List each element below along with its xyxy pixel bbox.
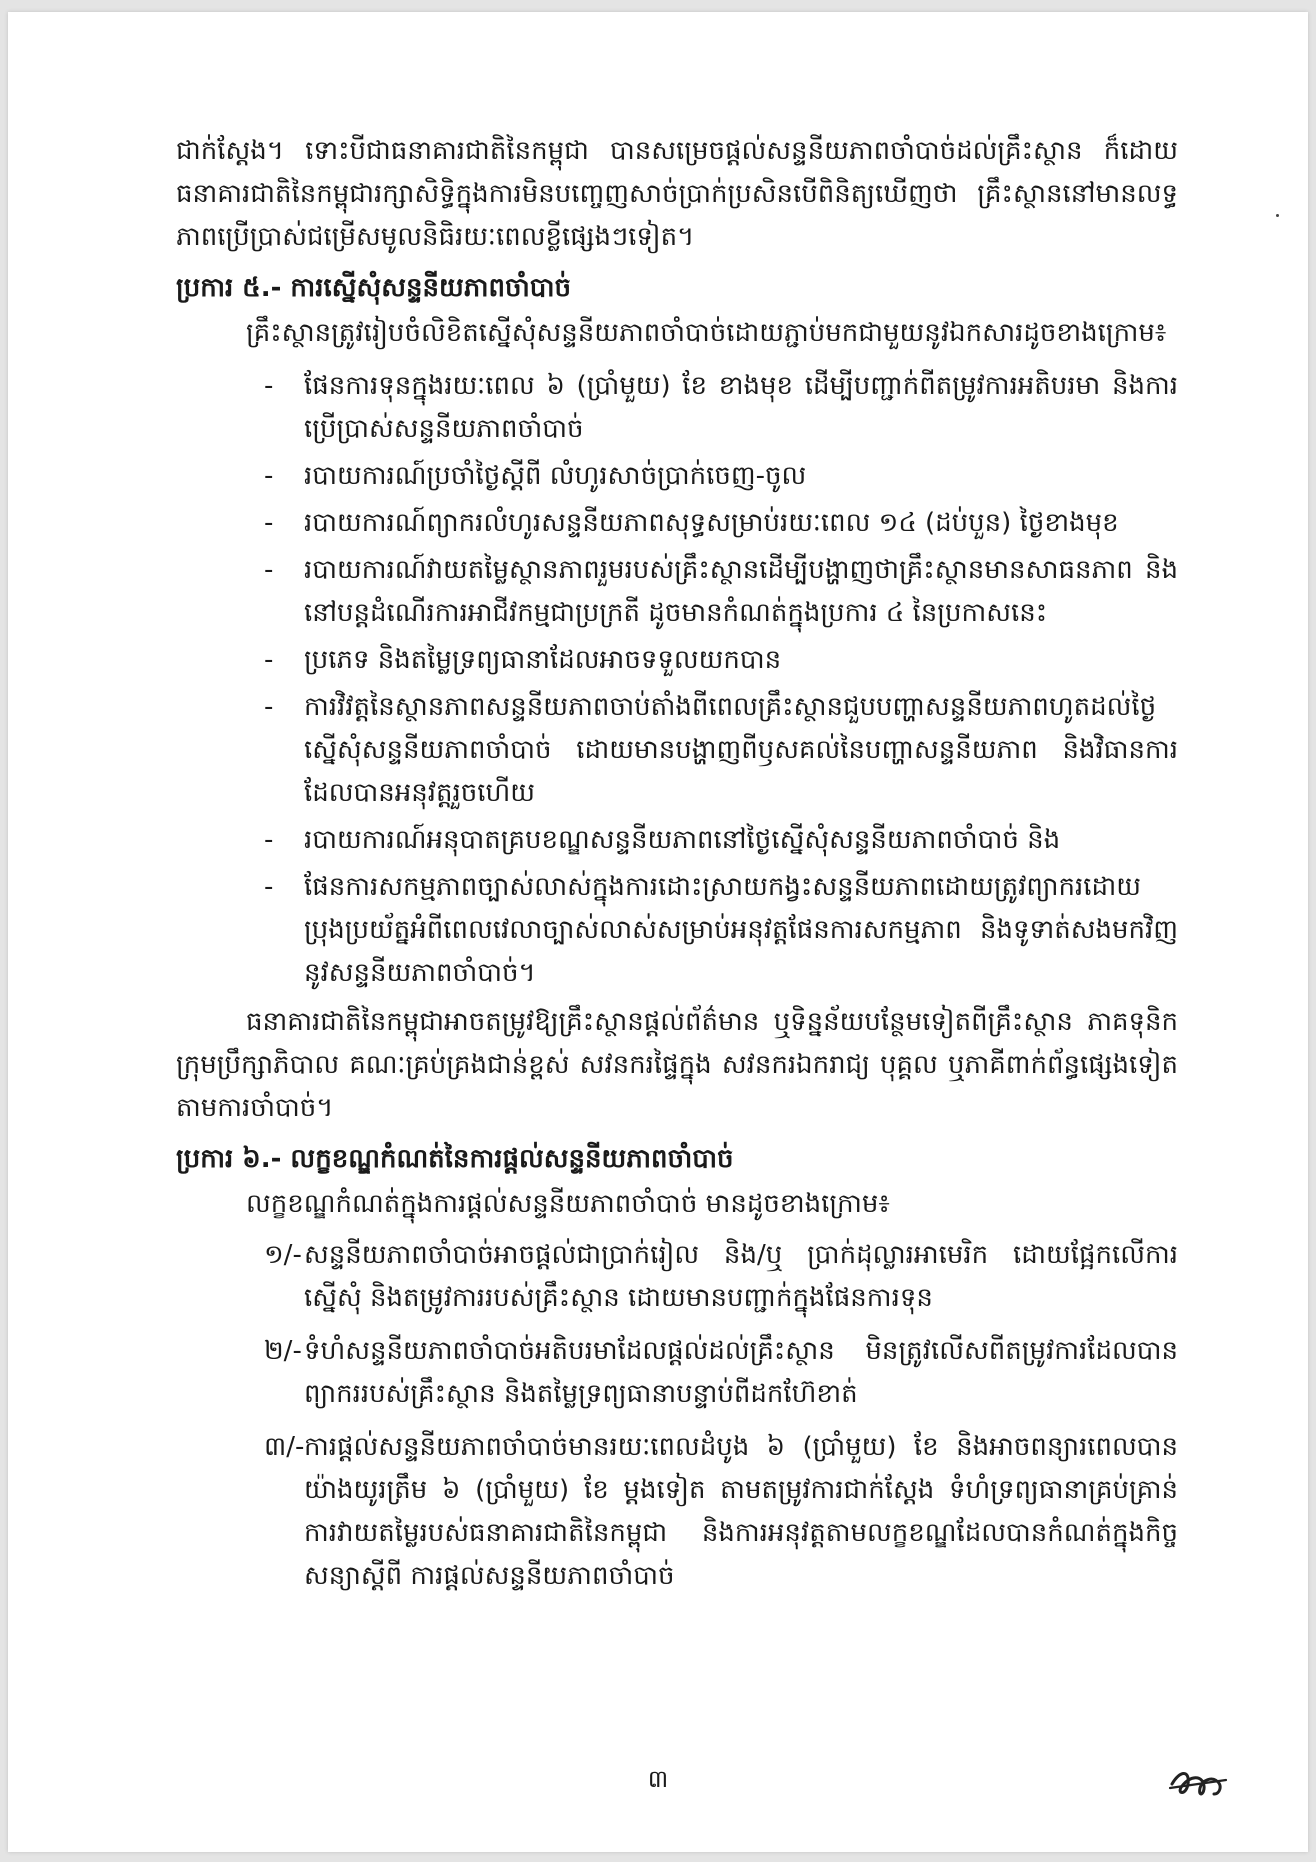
list-item <box>176 1330 1178 1416</box>
article-5-heading: ប្រការ ៥.- ការស្នើសុំសន្ទនីយភាពចាំបាច់ <box>176 273 572 303</box>
list-item-text: របាយការណ៍អនុបាតគ្របខណ្ឌសន្ទនីយភាពនៅថ្ងៃស្នើសុំសន្ទនីយភាពចាំបាច់ និង <box>304 825 1061 855</box>
dash-bullet: - <box>264 508 274 538</box>
list-item-text: ប្រភេទ និងតម្លៃទ្រព្យធានាដែលអាចទទួលយកបាន <box>304 645 782 675</box>
item-number: ៣/- <box>264 1432 305 1462</box>
item-number: ២/- <box>264 1336 302 1366</box>
dash-bullet: - <box>264 645 274 675</box>
dash-bullet: - <box>264 872 274 902</box>
list-item-text: សន្ទនីយភាពចាំបាច់អាចផ្តល់ជាប្រាក់រៀល និង/ឬ ប្រាក់ដុល្លារអាមេរិក ដោយផ្អែកលើការស្នើសុំ និងតម្រូវការរបស់គ្រឹះស្ថាន ដោយមានបញ្ជាក់ក្នុងផែនការទុន <box>304 1240 1178 1313</box>
dash-bullet: - <box>264 461 274 491</box>
dash-bullet: - <box>264 371 274 401</box>
list-item-text: ផែនការសកម្មភាពច្បាស់លាស់ក្នុងការដោះស្រាយកង្វះសន្ទនីយភាពដោយត្រូវព្យាករដោយប្រុងប្រយ័ត្នអំពីពេលវេលាច្បាស់លាស់សម្រាប់អនុវត្តផែនការសកម្មភាព និងទូទាត់សងមកវិញនូវសន្ទនីយភាពចាំបាច់។ <box>304 872 1178 988</box>
page-number: ៣ <box>647 1765 669 1793</box>
intro-paragraph: ជាក់ស្តែង។ ទោះបីជាធនាគារជាតិនៃកម្ពុជា បានសម្រេចផ្តល់សន្ទនីយភាពចាំបាច់ដល់គ្រឹះស្ថាន ក៏ដោយ ធនាគារជាតិនៃកម្ពុជារក្សាសិទ្ធិក្នុងការមិនបញ្ចេញសាច់ប្រាក់ប្រសិនបើពិនិត្យឃើញថា គ្រឹះស្ថាននៅមានលទ្ធភាពប្រើប្រាស់ជម្រើសមូលនិធិរយៈពេលខ្លីផ្សេងៗទៀត។ <box>176 136 1178 252</box>
list-item <box>176 365 1178 451</box>
article-6-heading: ប្រការ ៦.- លក្ខខណ្ឌកំណត់នៃការផ្តល់សន្ទនីយភាពចាំបាច់ <box>176 1144 734 1174</box>
article-5-intro: គ្រឹះស្ថានត្រូវរៀបចំលិខិតស្នើសុំសន្ទនីយភាពចាំបាច់ដោយភ្ជាប់មកជាមួយនូវឯកសារដូចខាងក្រោម៖ <box>246 318 1167 348</box>
dash-bullet: - <box>264 692 274 722</box>
list-item-text: ការផ្តល់សន្ទនីយភាពចាំបាច់មានរយៈពេលដំបូង ៦ (ប្រាំមួយ) ខែ និងអាចពន្យារពេលបានយ៉ាងយូរត្រឹម ៦ (ប្រាំមួយ) ខែ ម្តងទៀត តាមតម្រូវការជាក់ស្តែង ទំហំទ្រព្យធានាគ្រប់គ្រាន់ ការវាយតម្លៃរបស់ធនាគារជាតិនៃកម្ពុជា និងការអនុវត្តតាមលក្ខខណ្ឌដែលបានកំណត់ក្នុងកិច្ចសន្យាស្តីពី ការផ្តល់សន្ទនីយភាពចាំបាច់ <box>304 1432 1178 1591</box>
article-6-intro: លក្ខខណ្ឌកំណត់ក្នុងការផ្តល់សន្ទនីយភាពចាំបាច់ មានដូចខាងក្រោម៖ <box>246 1189 890 1219</box>
item-number: ១/- <box>264 1240 302 1270</box>
list-item <box>176 549 1178 635</box>
list-item-text: ទំហំសន្ទនីយភាពចាំបាច់អតិបរមាដែលផ្តល់ដល់គ្រឹះស្ថាន មិនត្រូវលើសពីតម្រូវការដែលបានព្យាកររបស់គ្រឹះស្ថាន និងតម្លៃទ្រព្យធានាបន្ទាប់ពីដកហ៊ែខាត់ <box>304 1336 1178 1409</box>
list-item <box>176 455 1178 498</box>
list-item <box>176 686 1178 815</box>
list-item-text: របាយការណ៍ប្រចាំថ្ងៃស្តីពី លំហូរសាច់ប្រាក់ចេញ-ចូល <box>304 461 807 491</box>
document-body <box>176 130 1178 1608</box>
list-item <box>176 866 1178 995</box>
scan-speck <box>1276 214 1279 217</box>
list-item <box>176 639 1178 682</box>
list-item-text: របាយការណ៍វាយតម្លៃស្ថានភាពរួមរបស់គ្រឹះស្ថានដើម្បីបង្ហាញថាគ្រឹះស្ថានមានសាធនភាព និងនៅបន្តដំណើរការអាជីវកម្មជាប្រក្រតី ដូចមានកំណត់ក្នុងប្រការ ៤ នៃប្រកាសនេះ <box>304 555 1178 628</box>
list-item-text: ការវិវត្តនៃស្ថានភាពសន្ទនីយភាពចាប់តាំងពីពេលគ្រឹះស្ថានជួបបញ្ហាសន្ទនីយភាពហូតដល់ថ្ងៃស្នើសុំសន្ទនីយភាពចាំបាច់ ដោយមានបង្ហាញពីឫសគល់នៃបញ្ហាសន្ទនីយភាព និងវិធានការដែលបានអនុវត្តរួចហើយ <box>304 692 1178 808</box>
list-item <box>176 1234 1178 1320</box>
signature-initial <box>1168 1764 1228 1808</box>
list-item-text: ផែនការទុនក្នុងរយៈពេល ៦ (ប្រាំមួយ) ខែ ខាងមុខ ដើម្បីបញ្ជាក់ពីតម្រូវការអតិបរមា និងការប្រើប្រាស់សន្ទនីយភាពចាំបាច់ <box>304 371 1178 444</box>
dash-bullet: - <box>264 825 274 855</box>
article-6-list <box>176 1234 1178 1598</box>
article-5-list <box>176 365 1178 995</box>
article-5-closing: ធនាគារជាតិនៃកម្ពុជាអាចតម្រូវឱ្យគ្រឹះស្ថានផ្តល់ព័ត៌មាន ឬទិន្នន័យបន្ថែមទៀតពីគ្រឹះស្ថាន ភាគទុនិក ក្រុមប្រឹក្សាភិបាល គណៈគ្រប់គ្រងជាន់ខ្ពស់ សវនករផ្ទៃក្នុង សវនករឯករាជ្យ បុគ្គល ឬភាគីពាក់ព័ន្ធផ្សេងទៀត តាមការចាំបាច់។ <box>176 1007 1178 1123</box>
list-item-text: របាយការណ៍ព្យាករលំហូរសន្ទនីយភាពសុទ្ធសម្រាប់រយៈពេល ១៤ (ដប់បួន) ថ្ងៃខាងមុខ <box>304 508 1119 538</box>
list-item <box>176 1426 1178 1598</box>
list-item <box>176 819 1178 862</box>
dash-bullet: - <box>264 555 274 585</box>
document-page <box>8 12 1308 1852</box>
list-item <box>176 502 1178 545</box>
